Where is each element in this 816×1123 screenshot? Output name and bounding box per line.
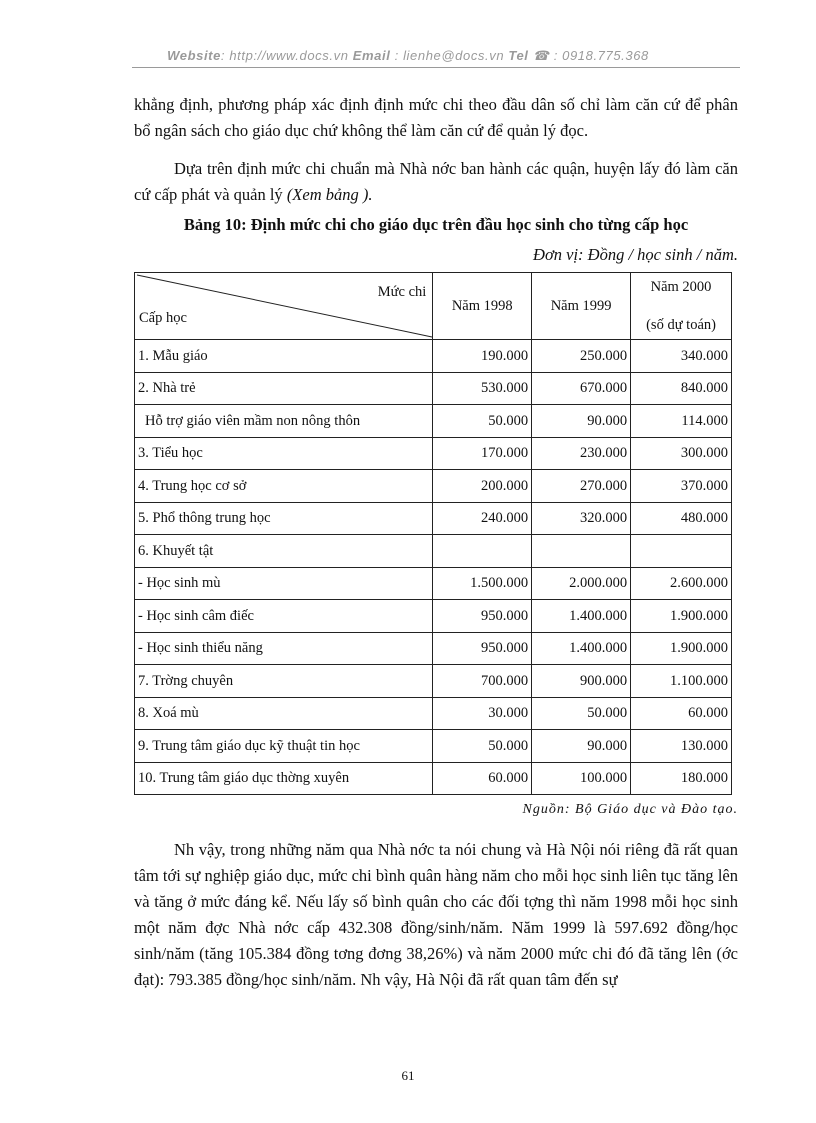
value-2000: 2.600.000 [631,567,732,600]
spending-norm-table [134,272,732,795]
row-label: 5. Phổ thông trung học [135,502,433,535]
value-2000: 130.000 [631,730,732,763]
value-1999: 230.000 [532,437,631,470]
table-row [135,372,732,405]
value-2000: 840.000 [631,372,732,405]
website-url[interactable]: : http://www.docs.vn [220,48,353,63]
value-2000 [631,535,732,568]
table-row [135,632,732,665]
header-divider [132,67,740,68]
row-label: - Học sinh mù [135,567,433,600]
tel-value: ☎ : 0918.775.368 [528,48,649,63]
column-header-1998: Năm 1998 [433,273,532,340]
tel-label: Tel [508,48,529,63]
table-row [135,340,732,373]
column-header-1999: Năm 1999 [532,273,631,340]
row-label: 4. Trung học cơ sở [135,470,433,503]
value-2000: 1.100.000 [631,665,732,698]
page-content [134,92,738,993]
value-2000: 480.000 [631,502,732,535]
row-label: 1. Mẫu giáo [135,340,433,373]
paragraph-basis-text: Dựa trên định mức chi chuẩn mà Nhà nớc ban hành các quận, huyện lấy đó làm căn cứ cấp phát và quản lý [134,159,738,204]
value-2000: 370.000 [631,470,732,503]
value-1999: 900.000 [532,665,631,698]
value-1999: 250.000 [532,340,631,373]
value-1999: 1.400.000 [532,600,631,633]
table-row [135,535,732,568]
row-label: - Học sinh câm điếc [135,600,433,633]
value-1998: 190.000 [433,340,532,373]
column-header-2000-line2: (số dự toán) [646,317,716,333]
value-1999: 1.400.000 [532,632,631,665]
value-1998 [433,535,532,568]
value-1998: 30.000 [433,697,532,730]
table-header-row [135,273,732,340]
table-row [135,665,732,698]
row-label: 8. Xoá mù [135,697,433,730]
table-row [135,697,732,730]
paragraph-basis [134,156,738,208]
value-1999: 670.000 [532,372,631,405]
page-number: 61 [401,1068,415,1083]
table-row [135,567,732,600]
value-1999: 100.000 [532,762,631,795]
value-1998: 60.000 [433,762,532,795]
website-label: Website [167,48,221,63]
paragraph-intro: khẳng định, phương pháp xác định định mức chi theo đầu dân số chỉ làm căn cứ để phân bổ ngân sách cho giáo dục chứ không thể làm căn cứ để quản lý đọc. [134,95,738,140]
value-2000: 300.000 [631,437,732,470]
row-label: 3. Tiểu học [135,437,433,470]
column-header-2000-line1: Năm 2000 [650,279,712,295]
row-label: Hỗ trợ giáo viên mầm non nông thôn [135,405,433,438]
table-row [135,762,732,795]
value-1999: 90.000 [532,405,631,438]
value-1999 [532,535,631,568]
row-label: 2. Nhà trẻ [135,372,433,405]
corner-header-cell [135,273,433,340]
value-1999: 320.000 [532,502,631,535]
value-1998: 950.000 [433,600,532,633]
value-1998: 700.000 [433,665,532,698]
table-row [135,470,732,503]
value-2000: 60.000 [631,697,732,730]
value-2000: 1.900.000 [631,600,732,633]
table-row [135,502,732,535]
email-value[interactable]: : lienhe@docs.vn [390,48,509,63]
table-row [135,437,732,470]
corner-header-top: Mức chi [377,284,427,300]
table-title: Bảng 10: Định mức chi cho giáo dục trên đầu học sinh cho từng cấp học [183,215,689,234]
value-1998: 1.500.000 [433,567,532,600]
value-2000: 114.000 [631,405,732,438]
table-row [135,730,732,763]
row-label: 9. Trung tâm giáo dục kỹ thuật tin học [135,730,433,763]
value-1999: 2.000.000 [532,567,631,600]
value-2000: 180.000 [631,762,732,795]
paragraph-closing: Nh vậy, trong những năm qua Nhà nớc ta nói chung và Hà Nội nói riêng đã rất quan tâm tới sự nghiệp giáo dục, mức chi bình quân hàng năm cho mỗi học sinh liên tục tăng lên và tăng ở mức đáng kể. Nếu lấy số bình quân cho các đối tợng thì năm 1998 mỗi học sinh một năm đợc Nhà nớc cấp 432.308 đồng/sinh/năm. Năm 1999 là 597.692 đồng/học sinh/năm (tăng 105.384 đồng tơng đơng 38,26%) và năm 2000 mức chi đó đã tăng lên (ớc đạt): 793.385 đồng/học sinh/năm. Nh vậy, Hà Nội đã rất quan tâm đến sự [134,840,738,989]
value-1998: 50.000 [433,405,532,438]
row-label: 7. Trờng chuyên [135,665,433,698]
table-row [135,405,732,438]
value-1998: 50.000 [433,730,532,763]
value-1998: 200.000 [433,470,532,503]
table-unit: Đơn vị: Đồng / học sinh / năm. [533,245,738,264]
value-2000: 340.000 [631,340,732,373]
value-1998: 950.000 [433,632,532,665]
value-1998: 240.000 [433,502,532,535]
table-row [135,600,732,633]
value-1999: 90.000 [532,730,631,763]
row-label: - Học sinh thiểu năng [135,632,433,665]
table-source: Nguồn: Bộ Giáo dục và Đào tạo. [522,802,738,817]
corner-header-bottom: Cấp học [139,310,187,326]
value-1999: 50.000 [532,697,631,730]
value-1999: 270.000 [532,470,631,503]
table-body [135,340,732,795]
page-header [0,48,816,64]
table-reference: (Xem bảng ). [286,185,373,204]
value-1998: 170.000 [433,437,532,470]
email-label: Email [352,48,391,63]
row-label: 10. Trung tâm giáo dục thờng xuyên [135,762,433,795]
value-1998: 530.000 [433,372,532,405]
value-2000: 1.900.000 [631,632,732,665]
column-header-2000 [631,273,732,340]
row-label: 6. Khuyết tật [135,535,433,568]
